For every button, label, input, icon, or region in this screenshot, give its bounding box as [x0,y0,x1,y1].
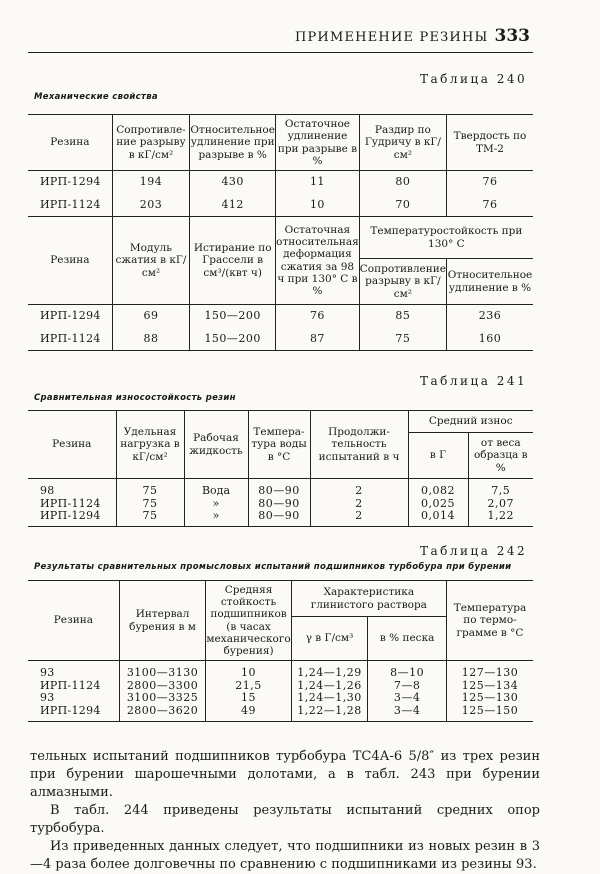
column-header: Интервал бурения в м [119,581,206,661]
table-row [28,510,533,526]
cell: 1,24—1,26 [291,680,368,693]
cell: 10 [276,195,360,217]
table-241-section-title: Сравнительная износостойкость резин [34,393,236,403]
column-header: Сопротивление разрыву в кГ/см² [359,259,446,305]
cell: 1,24—1,30 [291,692,368,705]
cell: 80—90 [248,479,310,498]
cell: 7—8 [368,680,447,693]
page-number: 333 [494,26,530,46]
cell: 3100—3325 [119,692,206,705]
group-header: Температуростойкость при 130° С [359,217,533,259]
body-text [30,748,540,874]
cell: 160 [446,329,533,351]
cell: 15 [206,692,291,705]
cell: 236 [446,305,533,329]
table-row [28,171,533,195]
cell: 125—130 [447,692,534,705]
table-241-header-row [28,411,533,433]
column-header: Раздир по Гудричу в кГ/см² [359,115,446,171]
table-242-section-title: Результаты сравнительных промысловых испытаний подшипников турбобура при бурении [34,562,512,572]
cell: 75 [116,498,184,511]
cell: 75 [116,510,184,526]
cell: 150—200 [190,329,276,351]
cell: 76 [446,171,533,195]
cell: 80 [359,171,446,195]
group-header: Средний износ [408,411,533,433]
header-title: ПРИМЕНЕНИЕ РЕЗИНЫ [294,30,489,45]
cell: 87 [276,329,360,351]
cell: 11 [276,171,360,195]
table-row [28,692,533,705]
cell: 2,07 [468,498,533,511]
table-241-label: Таблица 241 [420,374,528,388]
paragraph: Из приведенных данных следует, что подшипники из новых резин в 3—4 раза более долговечны по сравнению с подшипниками из резины 93. [30,839,540,872]
cell: ИРП-1124 [40,678,101,692]
cell: 125—150 [447,705,534,721]
column-header: γ в Г/см³ [291,617,368,661]
column-header: Темпера-тура воды в °С [248,411,310,479]
cell: 10 [206,661,291,680]
cell: 76 [446,195,533,217]
cell: ИРП-1294 [40,309,101,323]
column-header: Сопротивле-ние разрыву в кГ/см² [112,115,190,171]
column-header: Резина [28,217,112,305]
cell: 2800—3300 [119,680,206,693]
cell: 76 [276,305,360,329]
cell: 127—130 [447,661,534,680]
column-header: Твердость по ТМ-2 [446,115,533,171]
cell: 3—4 [368,705,447,721]
cell: 412 [190,195,276,217]
column-header: от веса образца в % [468,433,533,479]
cell: 203 [112,195,190,217]
cell: 75 [359,329,446,351]
table-row [28,305,533,329]
cell: 150—200 [190,305,276,329]
table-row [28,195,533,217]
cell: ИРП-1294 [28,510,116,526]
cell: Вода [184,479,248,498]
table-row [28,705,533,721]
paragraph: В табл. 244 приведены результаты испытаний средних опор турбобура. [30,803,540,836]
cell: 93 [40,666,55,679]
cell: 7,5 [468,479,533,498]
column-header: Удельная нагрузка в кГ/см² [116,411,184,479]
column-header: Резина [28,115,112,171]
column-header: Истирание по Грассели в см³/(квт ч) [190,217,276,305]
cell: ИРП-1124 [40,496,101,510]
table-242-label: Таблица 242 [420,544,528,558]
table-240 [28,114,533,351]
cell: 3100—3130 [119,661,206,680]
column-header: Относительное удлинение при разрыве в % [190,115,276,171]
column-header: Модуль сжатия в кГ/см² [112,217,190,305]
cell: » [184,498,248,511]
cell: 69 [112,305,190,329]
table-242 [28,580,533,722]
table-240-header-row-2 [28,217,533,259]
table-241 [28,410,533,527]
cell: 125—134 [447,680,534,693]
cell: 21,5 [206,680,291,693]
table-242-header-row [28,581,533,617]
table-row [28,329,533,351]
column-header: Резина [28,581,119,661]
column-header: Продолжи-тельность испытаний в ч [310,411,408,479]
column-header: Остаточное удлинение при разрыве в % [276,115,360,171]
cell: 430 [190,171,276,195]
column-header: Средняя стойкость подшипников (в часах механического бурения) [206,581,291,661]
cell: ИРП-1124 [28,329,112,351]
cell: 75 [116,479,184,498]
cell: 2 [310,498,408,511]
cell: 2 [310,510,408,526]
table-240-header-row [28,115,533,171]
cell: 98 [40,484,55,497]
column-header: в % песка [368,617,447,661]
table-240-label: Таблица 240 [420,72,528,86]
running-header [0,26,530,46]
cell: 0,014 [408,510,468,526]
cell: » [184,510,248,526]
cell: 8—10 [368,661,447,680]
column-header: Относительное удлинение в % [446,259,533,305]
cell: 0,025 [408,498,468,511]
cell: 2800—3620 [119,705,206,721]
column-header: Рабочая жидкость [184,411,248,479]
group-header: Характеристика глинистого раствора [291,581,446,617]
cell: 70 [359,195,446,217]
column-header: Остаточная относительная деформация сжатия за 98 ч при 130° С в % [276,217,360,305]
cell: ИРП-1294 [40,175,101,189]
cell: 1,22 [468,510,533,526]
cell: 93 [40,691,55,705]
cell: 194 [112,171,190,195]
cell: ИРП-1124 [40,197,101,211]
table-row [28,479,533,498]
table-row [28,680,533,693]
paragraph: тельных испытаний подшипников турбобура ТС4А-6 5/8″ из трех резин при бурении шарошечными долотами, а в табл. 243 при бурении алмазными. [30,749,540,800]
cell: 85 [359,305,446,329]
column-header: в Г [408,433,468,479]
column-header: Температура по термо-грамме в °С [447,581,534,661]
cell: 49 [206,705,291,721]
header-rule [28,52,533,53]
cell: 3—4 [368,692,447,705]
table-240-section-title: Механические свойства [34,92,158,102]
table-row [28,661,533,680]
cell: 2 [310,479,408,498]
cell: ИРП-1294 [28,705,119,721]
cell: 1,24—1,29 [291,661,368,680]
cell: 80—90 [248,498,310,511]
cell: 1,22—1,28 [291,705,368,721]
cell: 0,082 [408,479,468,498]
cell: 80—90 [248,510,310,526]
column-header: Резина [28,411,116,479]
cell: 88 [112,329,190,351]
